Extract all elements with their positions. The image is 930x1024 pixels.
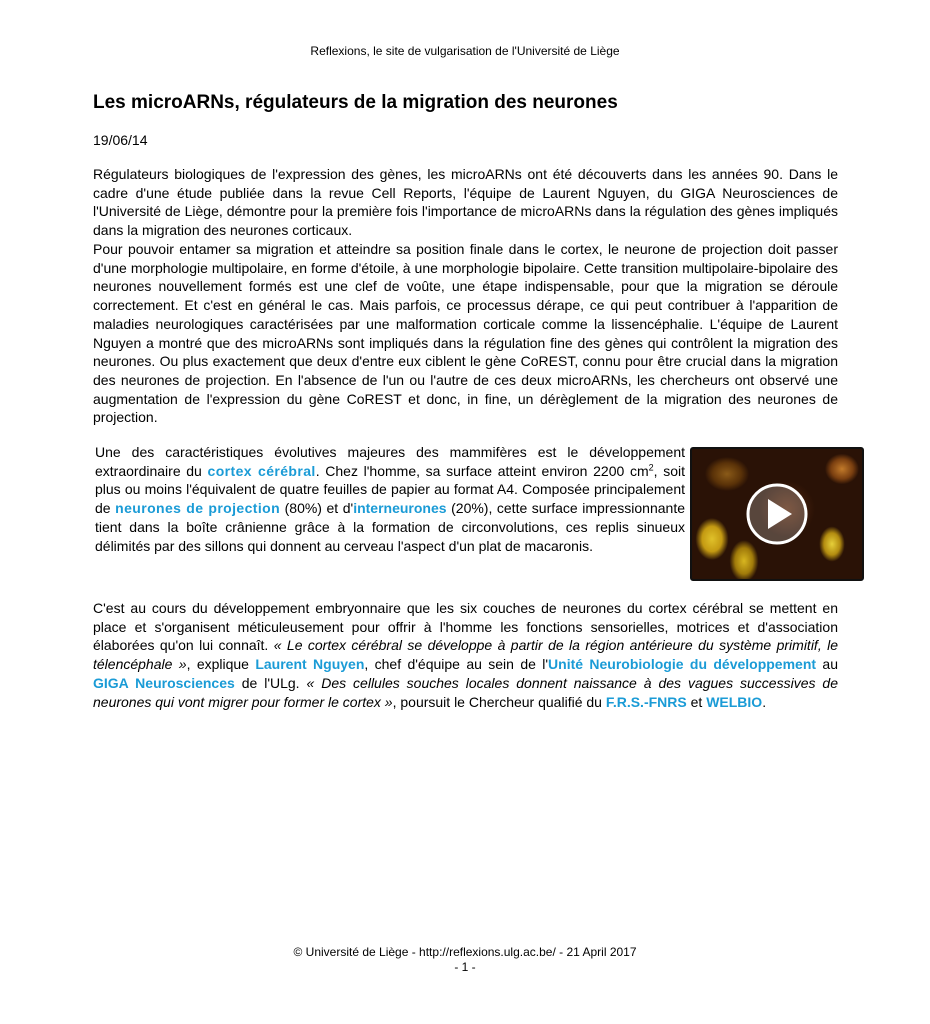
text-fragment: . bbox=[762, 693, 767, 710]
page-number: - 1 - bbox=[454, 960, 476, 974]
article-title: Les microARNs, régulateurs de la migration des neurones bbox=[93, 92, 618, 113]
paragraph-intro: Régulateurs biologiques de l'expression des gènes, les microARNs ont été découverts dans les années 90. Dans le cadre d'une étude publiée dans la revue Cell Reports, l'équipe de Laurent Nguyen, du GIGA Neurosciences de l'Université de Liège, démontre pour la première fois l'importance de microARNs dans la régulation des gènes impliqués dans la migration des neurones corticaux. bbox=[93, 166, 838, 239]
link-interneurones[interactable]: interneurones bbox=[353, 500, 447, 517]
link-laurent-nguyen[interactable]: Laurent Nguyen bbox=[255, 656, 365, 673]
footer-copyright: © Université de Liège - http://reflexions.ulg.ac.be/ - 21 April 2017 bbox=[293, 945, 637, 959]
link-frs-fnrs[interactable]: F.R.S.-FNRS bbox=[605, 693, 687, 710]
text-fragment: Une des caractéristiques évolutives majeures des mammifères est le développement extraordinaire du bbox=[95, 444, 685, 479]
text-fragment: et bbox=[686, 693, 707, 710]
text-fragment: (80%) et d' bbox=[280, 500, 354, 517]
paragraph-migration: Pour pouvoir entamer sa migration et atteindre sa position finale dans le cortex, le neurone de projection doit passer d'une morphologie multipolaire, en forme d'étoile, à une morphologie bipolaire. Cette transition multipolaire-bipolaire des neurones nouvellement formés est une clef de voûte, une étape indispensable, pour que la migration se déroule correctement. Et c'est en général le cas. Mais parfois, ce processus dérape, ce qui peut contribuer à l'apparition de maladies neurologiques caractérisées par une malformation corticale comme la lissencéphalie. L'équipe de Laurent Nguyen a montré que des microARNs sont impliqués dans la régulation fine des gènes qui contrôlent la migration des neurones. Ou plus exactement que deux d'entre eux ciblent le gène CoREST, connu pour être crucial dans la migration des neurones de projection. En l'absence de l'un ou l'autre de ces deux microARNs, les chercheurs ont observé une augmentation de l'expression du gène CoREST et donc, in fine, un dérèglement de la migration des neurones de projection. bbox=[93, 241, 838, 426]
link-welbio[interactable]: WELBIO bbox=[706, 693, 763, 710]
link-neurones-de-projection[interactable]: neurones de projection bbox=[115, 500, 281, 517]
text-fragment: , poursuit le Chercheur qualifié du bbox=[392, 693, 606, 710]
play-icon[interactable] bbox=[692, 449, 862, 579]
quote-cellules-souches: « Des cellules souches locales donnent naissance à des vagues successives de neurones qui vont migrer pour former le cortex » bbox=[93, 674, 838, 710]
article-date: 19/06/14 bbox=[93, 132, 148, 148]
paragraph-development bbox=[93, 599, 838, 711]
superscript-2: 2 bbox=[648, 462, 654, 473]
text-fragment: , explique bbox=[186, 656, 256, 673]
page-header: Reflexions, le site de vulgarisation de l'Université de Liège bbox=[310, 44, 620, 58]
paragraph-cortex-box bbox=[95, 443, 685, 555]
quote-telencephale: « Le cortex cérébral se développe à partir de la région antérieure du système primitif, le télencéphale » bbox=[93, 637, 839, 673]
text-fragment: , chef d'équipe au sein de l' bbox=[364, 656, 549, 673]
link-cortex-cerebral[interactable]: cortex cérébral bbox=[207, 462, 316, 479]
text-fragment: C'est au cours du développement embryonnaire que les six couches de neurones du cortex cérébral se mettent en place et s'organisent méticuleusement pour offrir à l'homme les fonctions sensorielles, motrices et d'association élaborées qu'on lui connaît. bbox=[93, 600, 838, 654]
link-unite-neurobiologie[interactable]: Unité Neurobiologie du développement bbox=[548, 656, 817, 673]
page-footer bbox=[0, 945, 930, 975]
text-fragment: (20%), cette surface impressionnante tient dans la boîte crânienne grâce à la formation de circonvolutions, ces replis sinueux délimités par des sillons qui donnent au cerveau l'aspect d'un plat de macaronis. bbox=[95, 500, 685, 554]
text-fragment: . Chez l'homme, sa surface atteint environ 2200 cm bbox=[315, 462, 649, 479]
video-thumbnail[interactable] bbox=[690, 447, 864, 581]
link-giga-neurosciences[interactable]: GIGA Neurosciences bbox=[93, 674, 235, 691]
text-fragment: , soit plus ou moins l'équivalent de quatre feuilles de papier au format A4. Composée principalement de bbox=[95, 462, 685, 517]
text-fragment: au bbox=[816, 656, 838, 673]
text-fragment: de l'ULg. bbox=[234, 674, 307, 691]
